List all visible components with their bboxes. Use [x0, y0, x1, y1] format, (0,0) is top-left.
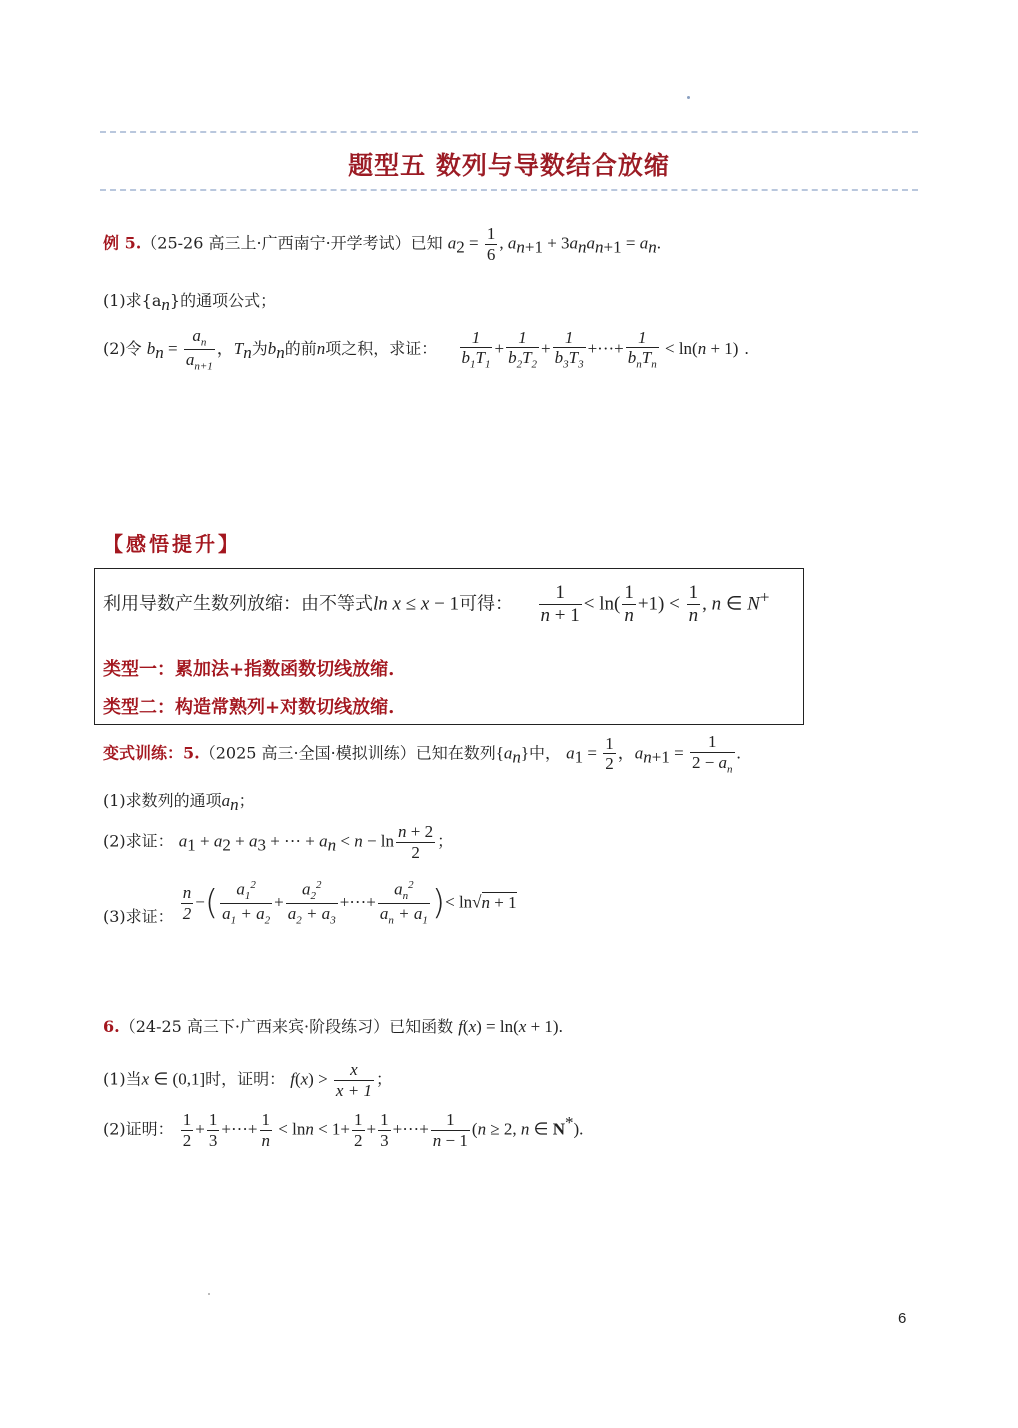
fraction: $\frac{1}{2}$ [182, 1110, 192, 1150]
fraction: $\frac{a_n}{a_{n+1}}$ [185, 326, 213, 373]
variant5-label: 变式训练：5. [103, 743, 200, 763]
fraction: $\frac{1}{b_3T_3}$ [554, 327, 584, 371]
insight-type2: 类型二：构造常熟列+对数切线放缩. [103, 697, 395, 718]
insight-intro-line: 利用导数产生数列放缩：由不等式ln x ≤ x − 1可得： $\frac{1}{n + 1}$ < ln( $\frac{1}{n}$ +1) < $\frac{1}{n}$ , n ∈ N+ [103, 582, 770, 626]
fraction: $\frac{1}{b_nT_n}$ [627, 327, 657, 371]
problem6-label: 6. [103, 1017, 120, 1036]
insight-type1: 类型一：累加法+指数函数切线放缩. [103, 659, 395, 680]
example5-label: 例 5. [103, 233, 142, 253]
fraction: $\frac{1}{2}$ [354, 1110, 363, 1150]
page-number: 6 [898, 1310, 907, 1327]
fraction: $\frac{1}{b_1T_1}$ [461, 327, 491, 371]
fraction: $\frac{a_n^2}{a_n + a_1}$ [379, 879, 428, 927]
fraction: $\frac{n}{2}$ [182, 883, 192, 923]
fraction: $\frac{a_1^2}{a_1 + a_2}$ [222, 879, 271, 927]
bottom-dashed-divider [100, 189, 918, 191]
fraction: $\frac{a_2^2}{a_2 + a_3}$ [287, 879, 336, 927]
dot-mark [687, 96, 690, 99]
fraction: $\frac{n + 2}{2}$ [398, 822, 434, 862]
fraction: $\frac{1}{n}$ [261, 1110, 271, 1150]
top-dashed-divider [100, 131, 918, 133]
fraction: $\frac{1}{2 - a_n}$ [691, 732, 733, 775]
fraction: $\frac{1}{n - 1}$ [432, 1110, 468, 1150]
page-title: 题型五 数列与导数结合放缩 [348, 151, 670, 180]
fraction: $\frac{1}{2}$ [605, 733, 614, 774]
problem6-stem: 6.（24-25 高三下·广西来宾·阶段练习）已知函数 f(x) = ln(x + 1). [103, 1017, 563, 1036]
fraction: $\frac{x}{x + 1}$ [335, 1060, 372, 1100]
example5-q2: (2)令 $b_n$ = $\frac{a_n}{a_{n+1}}$ ，$T_n$为$b_n$的前n项之积，求证： $\frac{1}{b_1T_1}$ + $\frac{1}{b_2T_2}$ + $\frac{1}{b_3T_3}$ +···+ $\frac{1}{b_nT_n}$ < ln(n + 1) . [103, 326, 749, 373]
problem6-q1: (1)当x ∈ (0,1]时，证明： f(x) > $\frac{x}{x + 1}$ ； [103, 1060, 392, 1100]
variant5-q1: (1)求数列的通项$a_n$； [103, 791, 255, 815]
insight-heading: 【感悟提升】 [103, 532, 241, 556]
example5-q1: (1)求$\{a_n\}$的通项公式； [103, 291, 277, 315]
variant5-q3: (3)求证： $\frac{n}{2}$ −( $\frac{a_1^2}{a_1 + a_2}$ + $\frac{a_2^2}{a_2 + a_3}$ +···+ $\frac{a_n^2}{a_n + a_1}$ )< ln√n + 1 [103, 879, 517, 927]
fraction: $\frac{1}{b_2T_2}$ [508, 327, 538, 371]
problem6-q2: (2)证明： $\frac{1}{2}$ + $\frac{1}{3}$ +···+ $\frac{1}{n}$ < lnn < 1+ $\frac{1}{2}$ + $\frac{1}{3}$ +···+ $\frac{1}{n - 1}$ (n ≥ 2, n ∈ N*). [103, 1110, 584, 1150]
fraction: $\frac{1}{3}$ [380, 1110, 389, 1150]
fraction: $\frac{1}{n + 1}$ [540, 582, 580, 626]
variant5-q2: (2)求证： $a_1 + a_2 + a_3$ + ··· + $a_n < n - \ln$ $\frac{n + 2}{2}$ ； [103, 822, 454, 862]
fraction: $\frac{1}{n}$ [688, 582, 699, 626]
small-dot [208, 1293, 210, 1295]
fraction: $\frac{1}{6}$ [486, 224, 496, 264]
fraction: $\frac{1}{3}$ [208, 1110, 218, 1150]
variant5-stem: 变式训练：5.（2025 高三·全国·模拟训练）已知在数列$\{a_n\}$中， $a_1$ = $\frac{1}{2}$ ，$a_{n+1}$ = $\frac{1}{2 - a_n}$ . [103, 732, 741, 775]
example5-stem: 例 5.（25-26 高三上·广西南宁·开学考试）已知 $a_2$ = $\frac{1}{6}$ , $a_{n+1} + 3a_na_{n+1} = a_n$. [103, 224, 661, 264]
example5-source: （25-26 高三上·广西南宁·开学考试）已知 [141, 233, 443, 253]
fraction: $\frac{1}{n}$ [624, 582, 634, 626]
